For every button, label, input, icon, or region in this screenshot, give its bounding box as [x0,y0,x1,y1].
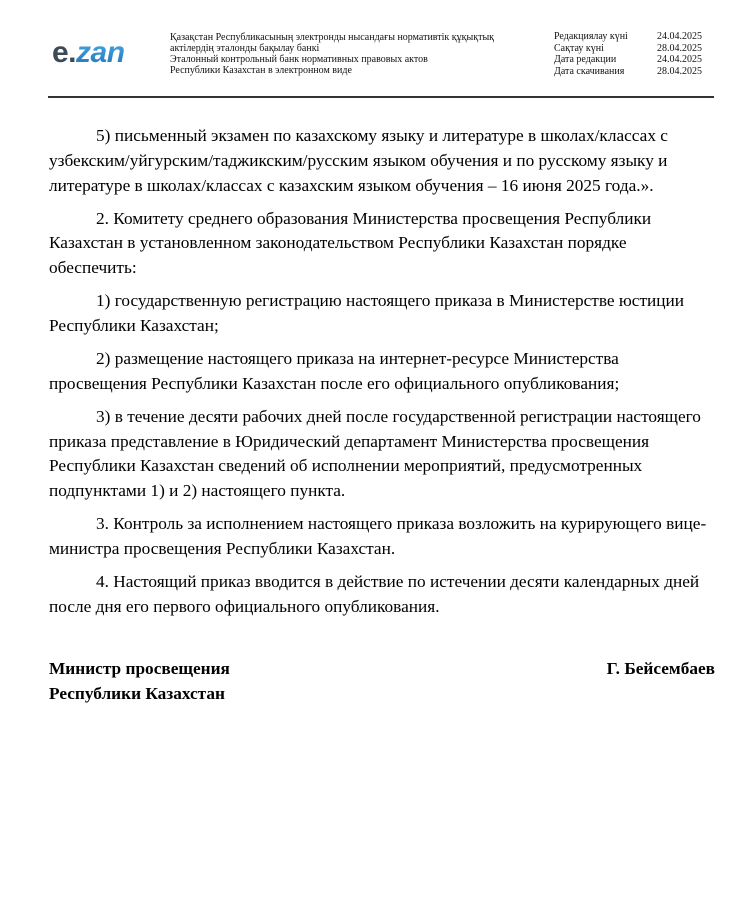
paragraph: 5) письменный экзамен по казахскому языку и литературе в школах/классах с узбекским/уйгурским/таджикским/русским языком обучения и по русскому языку и литературе в школах/классах с казахским языком обучения – 16 июня 2025 года.». [49,126,668,195]
meta-value: 24.04.2025 [657,54,702,65]
header-title [170,32,494,76]
paragraph: 3. Контроль за исполнением настоящего приказа возложить на курирующего вице-министра просвещения Республики Казахстан. [49,514,707,558]
header-divider [48,96,714,98]
meta-value: 28.04.2025 [657,42,702,54]
paragraph: 2. Комитету среднего образования Министерства просвещения Республики Казахстан в установленном законодательством Республики Казахстан порядке обеспечить: [49,208,652,278]
logo-suffix: zan [76,36,125,69]
signature-block [49,656,715,706]
header-title-line: Қазақстан Республикасының электронды нысандағы нормативтік құқықтық [170,32,495,43]
meta-row-download-date [554,66,702,78]
paragraph: 3) в течение десяти рабочих дней после государственной регистрации настоящего приказа представление в Юридический департамент Министерства просвещения Республики Казахстан сведений об исполнении мероприятий, предусмотренных подпунктами 1) и 2) настоящего пункта. [49,406,701,501]
header-title-line: Эталонный контрольный банк нормативных правовых актов [170,54,428,65]
document-header [48,28,714,94]
meta-label: Редакциялау күні [554,31,628,42]
meta-row-save-date-kz [554,43,702,55]
header-meta [554,31,702,77]
meta-value: 24.04.2025 [657,31,702,42]
meta-label: Дата редакции [554,54,617,65]
signatory-position-line1: Министр просвещения [49,659,230,678]
meta-row-edit-date [554,54,702,66]
meta-value: 28.04.2025 [657,65,702,77]
meta-row-edit-date-kz [554,31,702,43]
meta-label: Дата скачивания [554,65,625,77]
paragraph: 1) государственную регистрацию настоящего приказа в Министерстве юстиции Республики Казахстан; [49,291,685,335]
header-title-line: актілердің эталонды бақылау банкі [170,43,320,54]
meta-label: Сақтау күні [554,42,604,54]
paragraph: 2) размещение настоящего приказа на интернет-ресурсе Министерства просвещения Республики Казахстан после его официального опубликования; [49,348,620,393]
header-title-line: Республики Казахстан в электронном виде [170,65,352,76]
signatory-position-line2: Республики Казахстан [49,684,225,703]
document-body [49,124,715,628]
paragraph: 4. Настоящий приказ вводится в действие по истечении десяти календарных дней после дня его первого официального опубликования. [49,571,700,616]
signatory-name: Г. Бейсембаев [606,659,715,678]
logo-prefix: e. [52,36,77,69]
ezan-logo [52,36,125,70]
